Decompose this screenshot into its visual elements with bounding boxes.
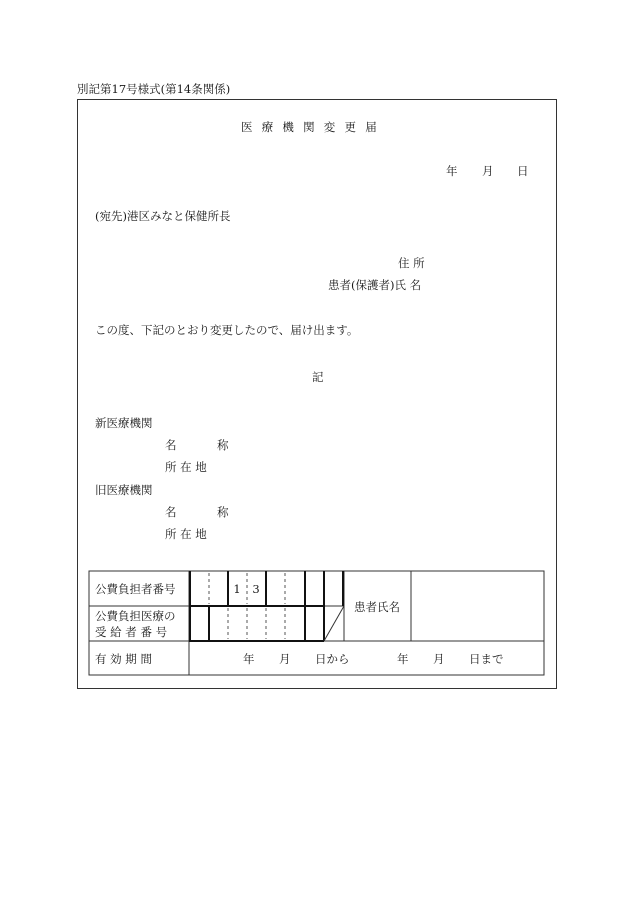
- new-institution-heading: 新医療機関: [95, 416, 153, 430]
- validity-period-label: 有 効 期 間: [95, 652, 152, 666]
- applicant-address-label: 住 所: [398, 256, 425, 270]
- payer-number-label: 公費負担者番号: [95, 582, 176, 596]
- form-number: 別記第17号様式(第14条関係): [77, 82, 231, 96]
- payer-digit: 1: [233, 582, 241, 596]
- validity-from-year: 年: [243, 652, 255, 666]
- new-institution-name-label: 名 称: [165, 438, 247, 452]
- validity-to-month: 月: [433, 652, 445, 666]
- ki-marker: 記: [312, 370, 324, 384]
- date-year-label: 年: [446, 164, 458, 178]
- validity-to-year: 年: [397, 652, 409, 666]
- old-institution-heading: 旧医療機関: [95, 483, 153, 497]
- old-institution-name-label: 名 称: [165, 505, 247, 519]
- payer-digit: 3: [252, 582, 260, 596]
- validity-from-month: 月: [279, 652, 291, 666]
- addressee: (宛先)港区みなと保健所長: [95, 209, 231, 223]
- statement-text: この度、下記のとおり変更したので、届け出ます。: [95, 323, 359, 337]
- applicant-name-label: 患者(保護者)氏 名: [328, 278, 422, 292]
- document-title: 医療機関変更届: [241, 120, 386, 134]
- date-month-label: 月: [482, 164, 494, 178]
- date-day-label: 日: [517, 164, 529, 178]
- validity-from-day: 日から: [315, 652, 350, 666]
- recipient-number-label-1: 公費負担医療の: [95, 609, 176, 623]
- recipient-number-label-2: 受 給 者 番 号: [95, 625, 168, 639]
- validity-to-day: 日まで: [469, 652, 504, 666]
- patient-name-label: 患者氏名: [354, 600, 400, 614]
- old-institution-location-label: 所 在 地: [165, 527, 207, 541]
- new-institution-location-label: 所 在 地: [165, 460, 207, 474]
